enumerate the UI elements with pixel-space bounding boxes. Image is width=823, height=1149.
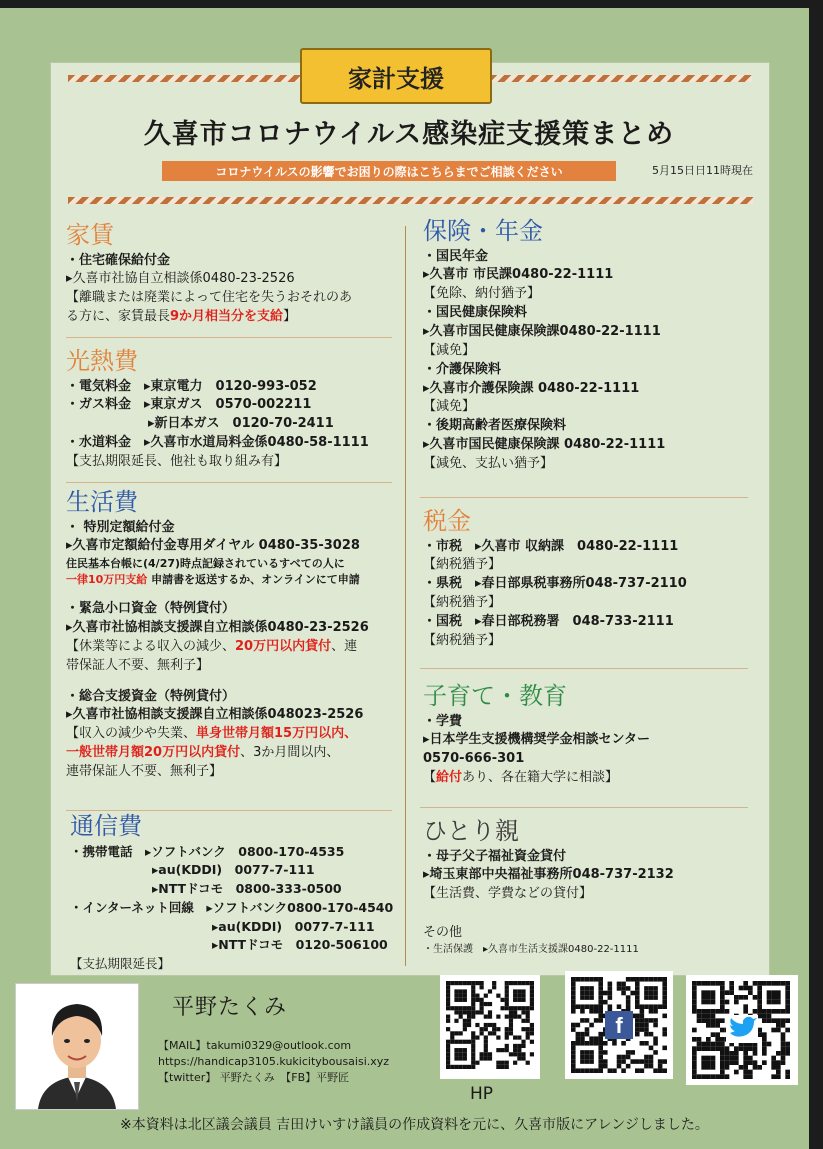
section-other xyxy=(423,924,639,957)
description-text: 、3か月間以内、 xyxy=(240,745,340,761)
contact: 0570-666-301 xyxy=(423,751,525,767)
section-divider xyxy=(420,497,748,498)
section-divider xyxy=(66,482,392,483)
section-heading: 税金 xyxy=(423,507,471,535)
contact: ▸久喜市介護保険課 0480-22-1111 xyxy=(423,380,640,396)
highlight-text: 一般世帯月額20万円以内貸付 xyxy=(66,745,241,761)
section-divider xyxy=(66,810,392,811)
avatar xyxy=(15,983,139,1110)
description xyxy=(66,572,369,588)
description: 連帯保証人不要、無利子】 xyxy=(66,763,223,779)
telecom-row: ▸au(KDDI) 0077-7-111 xyxy=(212,918,375,934)
note: 【減免、支払い猶予】 xyxy=(423,455,554,471)
telecom-row: ▸NTTドコモ 0120-506100 xyxy=(212,937,388,953)
section-divider xyxy=(420,807,748,808)
section-divider xyxy=(420,668,748,669)
contact: ▸埼玉東部中央福祉事務所048-737-2132 xyxy=(423,867,674,883)
item-title: ・住宅確保給付金 xyxy=(66,252,171,268)
highlight-text: 9か月相当分を支給 xyxy=(170,309,284,325)
utility-row: ・ガス料金 ▸東京ガス 0570-002211 xyxy=(66,397,312,413)
description-text: 申請書を返送するか、オンラインにて申請 xyxy=(147,573,360,587)
note-text: あり、各在籍大学に相談】 xyxy=(462,770,619,786)
section-heading: 保険・年金 xyxy=(423,217,543,245)
section-tax xyxy=(423,508,687,651)
mail-address[interactable]: 【MAIL】takumi0329@outlook.com xyxy=(158,1039,352,1052)
contact: ▸久喜市社協相談支援課自立相談係048023-2526 xyxy=(66,707,364,723)
note: 【支払期限延長、他社も取り組み有】 xyxy=(66,453,288,469)
description-text: 、連 xyxy=(331,638,358,654)
tax-row: ・市税 ▸久喜市 収納課 0480-22-1111 xyxy=(423,538,679,554)
telecom-row: ▸au(KDDI) 0077-7-111 xyxy=(152,862,315,878)
item-title: ・ 特別定額給付金 xyxy=(66,519,175,535)
section-divider xyxy=(66,337,392,338)
section-single-parent xyxy=(423,818,674,904)
item-title: ・母子父子福祉資金貸付 xyxy=(423,848,567,864)
section-heading: 光熱費 xyxy=(66,347,138,375)
screen-right-edge xyxy=(809,0,823,1149)
avatar-illustration xyxy=(16,984,138,1109)
note xyxy=(423,769,650,788)
hp-label: HP xyxy=(470,1084,494,1104)
highlight-text: 単身世帯月額15万円以内、 xyxy=(196,726,358,742)
note-text: 【 xyxy=(423,770,437,786)
description-text: る方に、家賃最長 xyxy=(66,309,171,325)
as-of-date: 5月15日日11時現在 xyxy=(652,164,753,177)
description xyxy=(66,744,369,763)
description: 帯保証人不要、無利子】 xyxy=(66,657,210,673)
item-title: ・国民健康保険料 xyxy=(423,305,528,321)
section-heading: 家賃 xyxy=(66,221,114,249)
item-title: ・国民年金 xyxy=(423,248,489,264)
utility-row: ・水道料金 ▸久喜市水道局料金係0480-58-1111 xyxy=(66,435,369,451)
description: 【離職または廃業によって住宅を失うおそれのあ xyxy=(66,290,353,306)
source-note: ※本資料は北区議会議員 吉田けいすけ議員の作成資料を元に、久喜市版にアレンジしました。 xyxy=(120,1117,709,1133)
section-heading: その他 xyxy=(423,925,463,940)
contact: ▸久喜市社協相談支援課自立相談係0480-23-2526 xyxy=(66,620,369,635)
section-utilities xyxy=(66,348,369,472)
tax-row: ・国税 ▸春日部税務署 048-733-2111 xyxy=(423,613,674,629)
tax-row: ・県税 ▸春日部県税事務所048-737-2110 xyxy=(423,576,687,592)
description: 住民基本台帳に(4/27)時点記録されているすべての人に xyxy=(66,557,345,571)
highlight-text: 給付 xyxy=(436,770,463,786)
note: 【生活費、学費などの貸付】 xyxy=(423,886,593,902)
other-row: ・生活保護 ▸久喜市生活支援課0480-22-1111 xyxy=(423,943,639,955)
page-title: 久喜市コロナウイルス感染症支援策まとめ xyxy=(143,119,675,150)
telecom-row: ▸NTTドコモ 0800-333-0500 xyxy=(152,881,342,897)
contact: ▸久喜市 市民課0480-22-1111 xyxy=(423,267,614,283)
banner-household-support: 家計支援 xyxy=(300,48,492,104)
note: 【納税猶予】 xyxy=(423,595,502,611)
rope-decoration xyxy=(68,197,753,204)
telecom-row: ・インターネット回線 ▸ソフトバンク0800-170-4540 xyxy=(70,899,394,915)
screen-top-edge xyxy=(0,0,823,8)
description xyxy=(66,308,352,327)
rope-decoration xyxy=(490,75,752,82)
note: 【減免】 xyxy=(423,342,476,358)
utility-row: ▸新日本ガス 0120-70-2411 xyxy=(148,416,334,432)
qr-code-icon[interactable] xyxy=(565,971,673,1079)
contact-info xyxy=(158,1038,389,1086)
description xyxy=(66,725,369,744)
item-title: ・学費 xyxy=(423,713,463,729)
note: 【減免】 xyxy=(423,399,476,415)
section-heading: 子育て・教育 xyxy=(423,682,567,710)
item-title: ・介護保険料 xyxy=(423,361,502,377)
facebook-icon: f xyxy=(605,1011,633,1039)
highlight-text: 20万円以内貸付 xyxy=(235,638,332,654)
social-accounts[interactable]: 【twitter】 平野たくみ 【FB】平野匠 xyxy=(158,1070,350,1084)
telecom-row: ・携帯電話 ▸ソフトバンク 0800-170-4535 xyxy=(70,843,345,859)
column-divider xyxy=(405,226,406,966)
rope-decoration xyxy=(68,75,300,82)
qr-code-icon[interactable] xyxy=(686,975,798,1085)
item-title: ・総合支援資金（特例貸付） xyxy=(66,688,236,704)
section-education xyxy=(423,683,650,788)
website-link[interactable]: https://handicap3105.kukicitybousaisi.xyz xyxy=(158,1054,390,1068)
contact: ▸久喜市定額給付金専用ダイヤル 0480-35-3028 xyxy=(66,538,360,554)
description-text: 【収入の減少や失業、 xyxy=(66,726,197,742)
section-heading: 生活費 xyxy=(66,488,138,516)
section-telecom xyxy=(70,813,393,974)
section-rent xyxy=(66,222,352,327)
qr-code-hp xyxy=(440,975,540,1079)
contact: ▸久喜市国民健康保険課 0480-22-1111 xyxy=(423,437,666,453)
section-heading: ひとり親 xyxy=(423,817,519,845)
note: 【支払期限延長】 xyxy=(70,956,171,972)
utility-row: ・電気料金 ▸東京電力 0120-993-052 xyxy=(66,378,317,394)
section-insurance xyxy=(423,218,665,474)
section-living xyxy=(66,489,369,782)
description xyxy=(66,638,369,657)
description-text: 【休業等による収入の減少、 xyxy=(66,638,236,654)
contact: ▸日本学生支援機構奨学金相談センター xyxy=(423,732,651,748)
twitter-icon xyxy=(726,1015,758,1043)
note: 【免除、納付猶予】 xyxy=(423,286,541,302)
contact: ▸久喜市国民健康保険課0480-22-1111 xyxy=(423,323,661,339)
highlight-text: 一律10万円支給 xyxy=(66,573,148,587)
author-name: 平野たくみ xyxy=(172,995,288,1020)
item-title: ・緊急小口資金（特例貸付） xyxy=(66,601,236,617)
section-heading: 通信費 xyxy=(70,812,142,840)
note: 【納税猶予】 xyxy=(423,557,502,573)
note: 【納税猶予】 xyxy=(423,632,502,648)
description-text: 】 xyxy=(283,309,297,325)
contact: ▸久喜市社協自立相談係0480-23-2526 xyxy=(66,271,295,287)
consult-banner: コロナウイルスの影響でお困りの際はこちらまでご相談ください xyxy=(162,161,616,181)
qr-code-icon[interactable] xyxy=(440,975,540,1079)
item-title: ・後期高齢者医療保険料 xyxy=(423,418,567,434)
